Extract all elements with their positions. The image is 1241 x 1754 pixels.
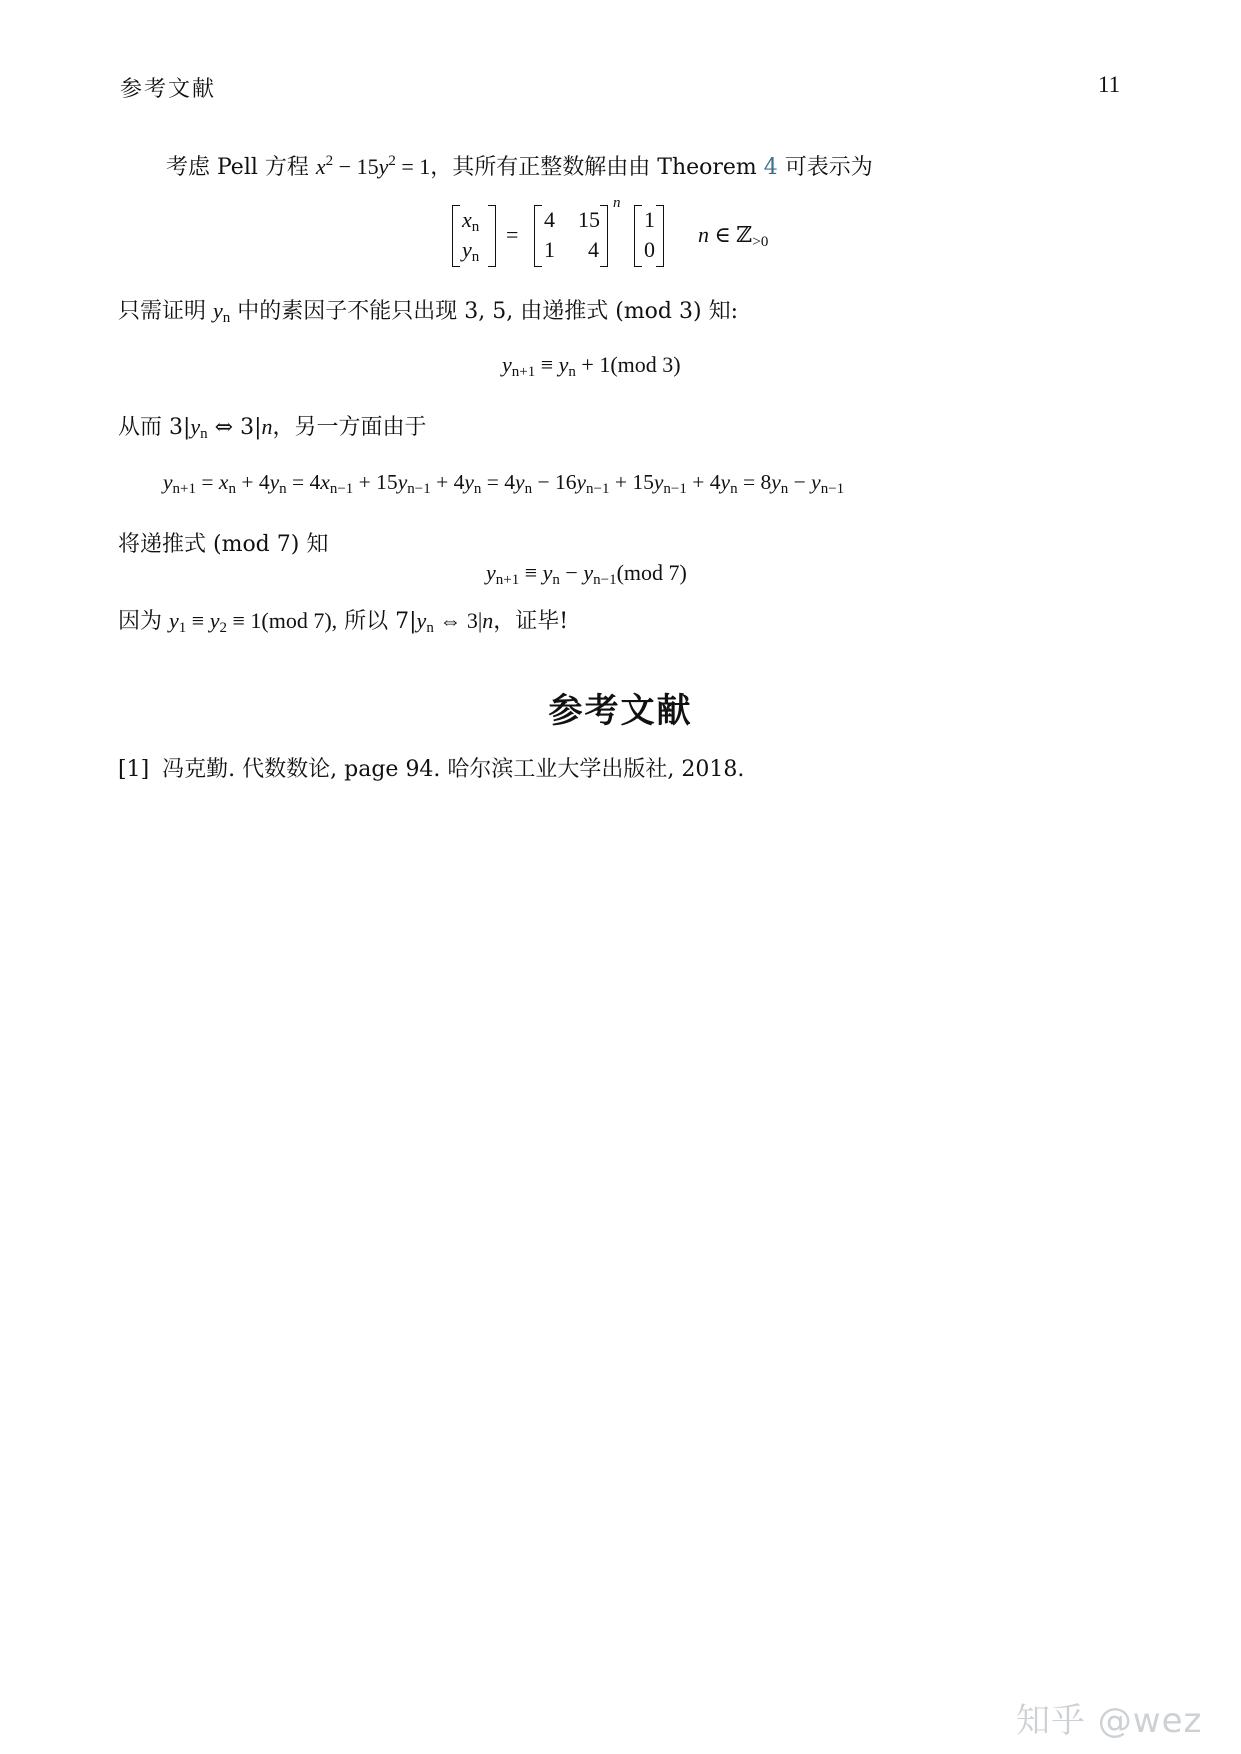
reference-item (118, 752, 744, 783)
matrix-4-15-1-4: 4 15 1 4 (534, 205, 608, 267)
paragraph-prove-yn: 只需证明 $y_n$ 中的素因子不能只出现 3, 5, 由递推式 (mod 3) 知: (118, 298, 738, 326)
intro-sentence: 考虑 Pell 方程 $x^2 - 15y^2 = 1$，其所有正整数解由由 Theorem 4 可表示为 (166, 153, 873, 180)
theorem-reference-link[interactable]: 4 (763, 155, 778, 180)
running-header-title: 参考文献 (120, 77, 217, 102)
recurrence-mod-3: $y_{n+1} \equiv y_n + 1(mod$ 3) (502, 352, 681, 380)
references-heading: 参考文献 (548, 691, 693, 731)
zhihu-watermark: 知乎 @wez (1016, 1701, 1203, 1741)
recurrence-expansion: $y_{n+1} = x_n + 4y_n = 4x_{n-1} + 15y_{n-1} + 4y_n = 4y_n - 16y_{n-1} + 15y_{n-1} + 4y_n = 8y_n - y_{n-1}$ (163, 470, 845, 497)
page-number: 11 (1098, 72, 1121, 97)
recurrence-mod-7: $y_{n+1} \equiv y_n - y_{n-1}(mod$ 7) (486, 560, 687, 588)
vector-xy: $x_n$ $y_n$ (452, 205, 496, 267)
pell-equation: $x^2 - 15y^2 = 1$ (315, 153, 431, 179)
n-domain: n ∈ ℤ$_{>0}$ (698, 222, 769, 250)
paragraph-conclusion: 因为 $y_1 \equiv y_2 \equiv 1(mod$ 7), 所以 $7|y_n$ ⇔ 3|n，证毕! (118, 608, 569, 636)
matrix-exponent: n (613, 195, 621, 211)
vector-1-0: 1 0 (634, 205, 664, 267)
equals-sign: = (506, 222, 519, 247)
reference-text: 冯克勤. 代数数论, page 94. 哈尔滨工业大学出版社, 2018. (162, 757, 745, 782)
reference-label: [1] (118, 757, 150, 782)
paragraph-divisibility-3: 从而 $3|y_n$ ⇔ 3|n，另一方面由于 (118, 414, 427, 442)
paragraph-mod-7: 将递推式 (mod 7) 知 (118, 532, 329, 557)
